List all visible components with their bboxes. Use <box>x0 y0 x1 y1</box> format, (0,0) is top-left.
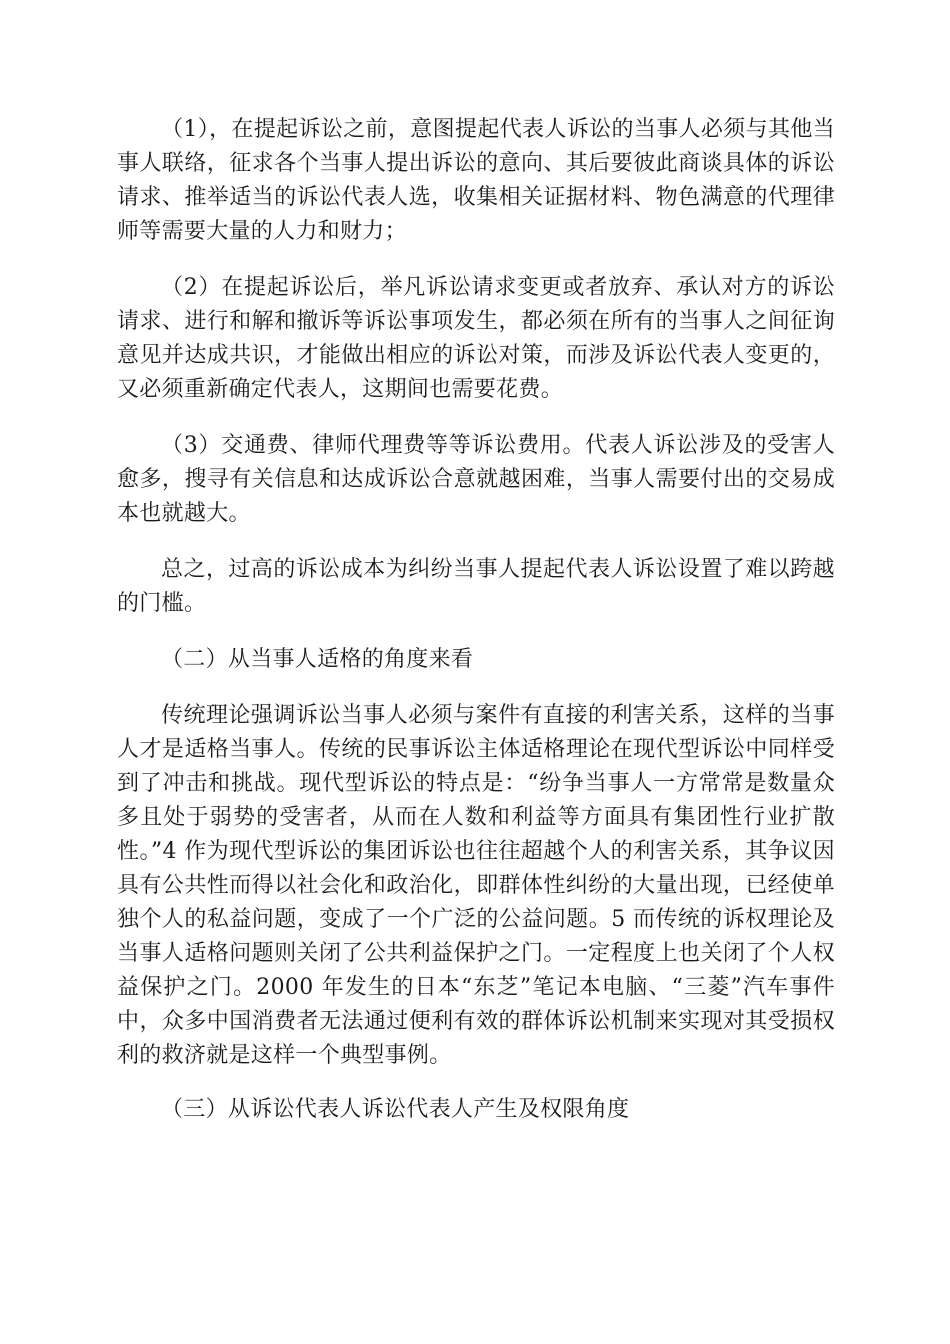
paragraph-item-3: （3）交通费、律师代理费等等诉讼费用。代表人诉讼涉及的受害人愈多，搜寻有关信息和达成诉讼合意就越困难，当事人需要付出的交易成本也就越大。 <box>117 433 835 526</box>
paragraph-item-1: （1），在提起诉讼之前，意图提起代表人诉讼的当事人必须与其他当事人联络，征求各个当事人提出诉讼的意向、其后要彼此商谈具体的诉讼请求、推举适当的诉讼代表人选，收集相关证据材料、物色满意的代理律师等需要大量的人力和财力； <box>117 117 835 244</box>
section-heading-3: （三）从诉讼代表人诉讼代表人产生及权限角度 <box>161 1097 630 1122</box>
paragraph-summary: 总之，过高的诉讼成本为纠纷当事人提起代表人诉讼设置了难以跨越的门槛。 <box>117 557 835 616</box>
document-body <box>117 113 835 1149</box>
paragraph-standing: 传统理论强调诉讼当事人必须与案件有直接的利害关系，这样的当事人才是适格当事人。传统的民事诉讼主体适格理论在现代型诉讼中同样受到了冲击和挑战。现代型诉讼的特点是：“纷争当事人一方常常是数量众多且处于弱势的受害者，从而在人数和利益等方面具有集团性行业扩散性。”4 作为现代型诉讼的集团诉讼也往往超越个人的利害关系，其争议因具有公共性而得以社会化和政治化，即群体性纠纷的大量出现，已经使单独个人的私益问题，变成了一个广泛的公益问题。5 而传统的诉权理论及当事人适格问题则关闭了公共利益保护之门。一定程度上也关闭了个人权益保护之门。2000 年发生的日本“东芝”笔记本电脑、“三菱”汽车事件中，众多中国消费者无法通过便利有效的群体诉讼机制来实现对其受损权利的救济就是这样一个典型事例。 <box>117 703 835 1068</box>
section-heading-2: （二）从当事人适格的角度来看 <box>161 647 474 672</box>
paragraph-item-2: （2）在提起诉讼后，举凡诉讼请求变更或者放弃、承认对方的诉讼请求、进行和解和撤诉等诉讼事项发生，都必须在所有的当事人之间征询意见并达成共识，才能做出相应的诉讼对策，而涉及诉讼代表人变更的，又必须重新确定代表人，这期间也需要花费。 <box>117 275 835 402</box>
